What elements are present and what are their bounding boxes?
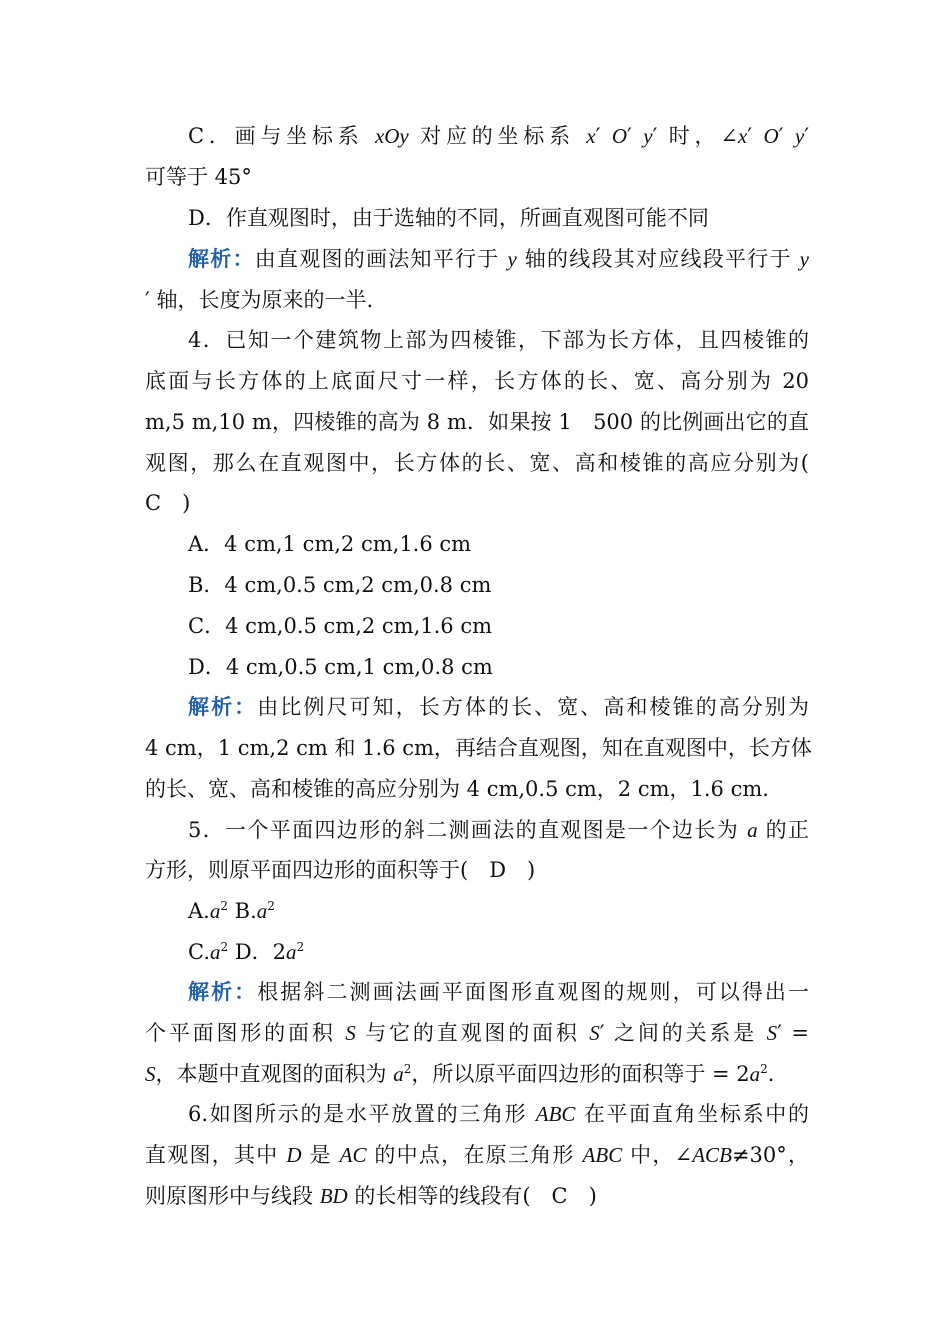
text-segment: 由比例尺可知，长方体的长、宽、高和棱锥的高分别为: [257, 695, 810, 719]
text-segment: S: [145, 1062, 156, 1086]
text-segment: 的长、宽、高和棱锥的高应分别为 4 cm,0.5 cm，2 cm，1.6 cm.: [145, 777, 769, 801]
text-segment: a: [747, 818, 758, 842]
question-4-answer: [145, 488, 809, 518]
text-segment: 2: [403, 1062, 412, 1076]
question-4-line-4: [145, 448, 809, 478]
text-segment: ′: [595, 124, 612, 148]
text-segment: A.: [188, 899, 210, 923]
text-segment: a: [256, 899, 268, 923]
option-d-line: [188, 203, 809, 233]
question-5-line-2: [145, 855, 809, 885]
text-segment: y: [507, 247, 517, 271]
text-segment: D．2: [228, 940, 287, 964]
question-6-line-1: [188, 1099, 809, 1129]
question-4-option-c: [188, 611, 809, 641]
analysis-label: 解析：: [188, 979, 258, 1004]
text-segment: x: [586, 124, 596, 148]
text-segment: ′ 之间的关系是: [599, 1021, 767, 1045]
text-segment: B．4 cm,0.5 cm,2 cm,0.8 cm: [188, 573, 492, 597]
analysis-4-line-3: [145, 774, 809, 804]
text-segment: 4 cm，1 cm,2 cm 和 1.6 cm，再结合直观图，知在直观图中，长方体: [145, 736, 812, 760]
text-segment: 观图，那么在直观图中，长方体的长、宽、高和棱锥的高应分别为(: [145, 451, 809, 475]
text-segment: 轴的线段其对应线段平行于: [516, 247, 800, 271]
text-segment: 的长相等的线段有( C ): [347, 1184, 597, 1208]
question-6-line-2: [145, 1140, 809, 1170]
text-segment: 的正: [757, 818, 809, 842]
text-segment: a: [210, 940, 221, 964]
question-4-line-1: [188, 325, 809, 355]
question-4-option-d: [188, 652, 809, 682]
text-segment: a: [749, 1062, 761, 1086]
text-segment: 2: [760, 1062, 768, 1076]
text-segment: C．画与坐标系: [188, 124, 375, 148]
question-4-option-a: [188, 529, 809, 559]
text-segment: 2: [296, 940, 305, 954]
text-segment: a: [286, 940, 297, 964]
text-segment: ACB: [692, 1143, 732, 1167]
text-segment: 是: [301, 1143, 340, 1167]
analysis-4-line-1: [188, 692, 809, 722]
text-segment: y: [799, 247, 809, 271]
text-segment: y: [794, 124, 805, 148]
text-segment: xOy: [374, 124, 409, 148]
text-segment: m,5 m,10 m，四棱锥的高为 8 m．如果按 1 500 的比例画出它的直: [145, 410, 809, 434]
text-segment: 中，∠: [622, 1143, 693, 1167]
text-segment: 4．已知一个建筑物上部为四棱锥，下部为长方体，且四棱锥的: [188, 328, 809, 352]
text-segment: a: [393, 1062, 404, 1086]
text-segment: 2: [220, 899, 228, 913]
text-segment: ABC: [535, 1102, 576, 1126]
text-segment: 与它的直观图的面积: [355, 1021, 590, 1045]
text-segment: 5．一个平面四边形的斜二测画法的直观图是一个边长为: [188, 818, 748, 842]
text-segment: 在平面直角坐标系中的: [575, 1102, 809, 1126]
question-5-options-ab: [188, 896, 809, 926]
option-c-line-2: [145, 162, 809, 192]
text-segment: 2: [267, 899, 275, 913]
text-segment: 2: [220, 940, 229, 954]
text-segment: ，本题中直观图的面积为: [155, 1062, 394, 1086]
text-segment: S: [589, 1021, 600, 1045]
analysis-label: 解析：: [188, 246, 255, 271]
text-segment: O: [763, 124, 779, 148]
text-segment: S: [345, 1021, 356, 1045]
analysis-5-line-3: [145, 1059, 809, 1089]
text-segment: ′ 时，∠: [652, 124, 738, 148]
text-segment: O: [611, 124, 628, 148]
text-segment: y: [643, 124, 653, 148]
analysis-3-line-2: [145, 285, 809, 315]
question-5-line-1: [188, 815, 809, 845]
question-4-line-3: [145, 407, 809, 437]
text-segment: B.: [227, 899, 257, 923]
option-c-line-1: [188, 121, 809, 151]
text-segment: ′: [747, 124, 764, 148]
text-segment: x: [737, 124, 748, 148]
text-segment: 的中点，在原三角形: [366, 1143, 583, 1167]
text-segment: ，所以原平面四边形的面积等于 = 2: [411, 1062, 750, 1086]
analysis-5-line-1: [188, 977, 809, 1007]
text-segment: D．作直观图时，由于选轴的不同，所画直观图可能不同: [188, 206, 709, 230]
question-4-option-b: [188, 570, 809, 600]
text-segment: 根据斜二测画法画平面图形直观图的规则，可以得出一: [257, 980, 810, 1004]
text-segment: D: [286, 1143, 302, 1167]
text-segment: a: [209, 899, 221, 923]
text-segment: S: [766, 1021, 778, 1045]
analysis-5-line-2: [145, 1018, 809, 1048]
question-5-options-cd: [188, 937, 809, 967]
text-segment: ′: [778, 124, 795, 148]
text-segment: ′: [627, 124, 644, 148]
text-segment: 可等于 45°: [145, 165, 252, 189]
question-4-line-2: [145, 366, 809, 396]
text-segment: ABC: [582, 1143, 623, 1167]
text-segment: C ): [145, 491, 191, 515]
text-segment: C．4 cm,0.5 cm,2 cm,1.6 cm: [188, 614, 493, 638]
text-segment: AC: [339, 1143, 367, 1167]
text-segment: BD: [319, 1184, 348, 1208]
text-segment: 底面与长方体的上底面尺寸一样，长方体的长、宽、高分别为 20: [145, 369, 809, 393]
analysis-4-line-2: [145, 733, 812, 763]
text-segment: C.: [188, 940, 210, 964]
text-segment: A．4 cm,1 cm,2 cm,1.6 cm: [188, 532, 472, 556]
text-segment: ≠30°，: [731, 1143, 809, 1167]
text-segment: ′: [804, 124, 809, 148]
text-segment: 直观图，其中: [145, 1143, 287, 1167]
text-segment: ′ =: [777, 1021, 809, 1045]
text-segment: 对应的坐标系: [408, 124, 587, 148]
text-segment: .: [767, 1062, 775, 1086]
text-segment: 6.如图所示的是水平放置的三角形: [188, 1102, 536, 1126]
text-segment: D．4 cm,0.5 cm,1 cm,0.8 cm: [188, 655, 493, 679]
text-segment: 则原图形中与线段: [145, 1184, 320, 1208]
text-segment: 由直观图的画法知平行于: [254, 247, 508, 271]
analysis-3-line-1: [188, 244, 809, 274]
analysis-label: 解析：: [188, 694, 258, 719]
text-segment: 个平面图形的面积: [145, 1021, 346, 1045]
question-6-line-3: [145, 1181, 809, 1211]
text-segment: ′ 轴，长度为原来的一半.: [145, 288, 374, 312]
text-segment: 方形，则原平面四边形的面积等于( D ): [145, 858, 536, 882]
